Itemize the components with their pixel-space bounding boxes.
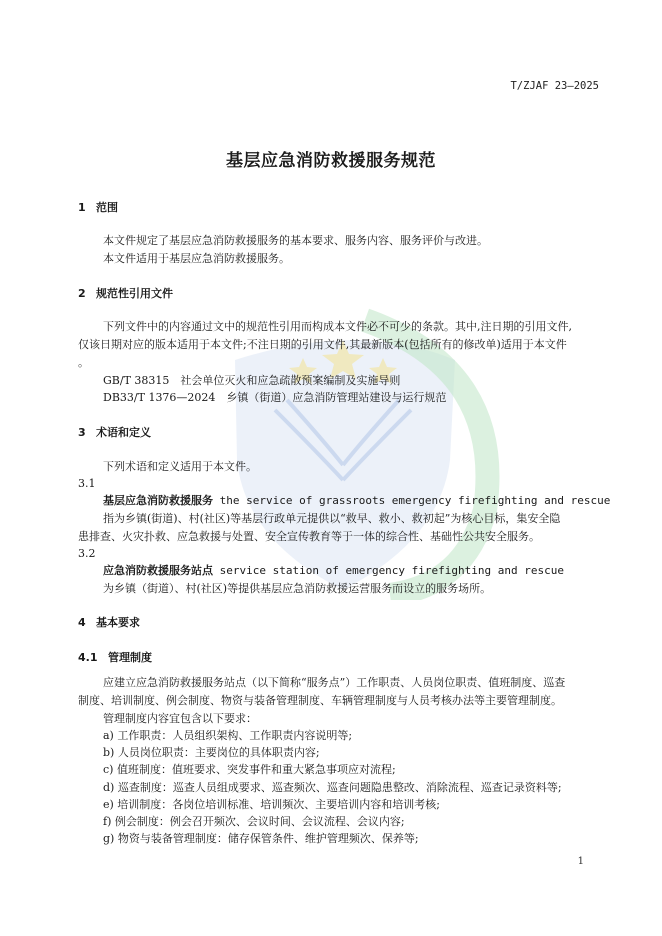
reference-item: GB/T 38315 社会单位灭火和应急疏散预案编制及实施导则 xyxy=(103,374,401,387)
term-number: 3.1 xyxy=(78,477,96,490)
term-definition: 患排查、火灾扑救、应急救援与处置、安全宣传教育等于一体的综合性、基础性公共安全服务。 xyxy=(78,530,540,543)
paragraph-line: 下列文件中的内容通过文中的规范性引用而构成本文件必不可少的条款。其中,注日期的引用文件, xyxy=(103,320,572,333)
subsection-title: 管理制度 xyxy=(108,651,152,664)
list-item: f) 例会制度：例会召开频次、会议时间、会议流程、会议内容; xyxy=(103,815,405,828)
term-definition: 指为乡镇(街道)、村(社区)等基层行政单元提供以“救早、救小、救初起”为核心目标，集安全隐 xyxy=(103,512,561,525)
section-number: 2 xyxy=(78,287,86,300)
document-title: 基层应急消防救援服务规范 xyxy=(226,151,436,171)
paragraph-line: 应建立应急消防救援服务站点（以下简称“服务点”）工作职责、人员岗位职责、值班制度、巡查 xyxy=(103,676,566,689)
list-item: a) 工作职责：人员组织架构、工作职责内容说明等; xyxy=(103,729,353,742)
list-item: b) 人员岗位职责：主要岗位的具体职责内容; xyxy=(103,746,320,759)
section-4-heading xyxy=(78,616,140,630)
list-item: e) 培训制度：各岗位培训标准、培训频次、主要培训内容和培训考核; xyxy=(103,798,441,811)
paragraph-line: 制度、培训制度、例会制度、物资与装备管理制度、车辆管理制度与人员考核办法等主要管理制度。 xyxy=(78,694,562,707)
section-number: 4 xyxy=(78,616,86,629)
term-number: 3.2 xyxy=(78,547,96,560)
section-number: 1 xyxy=(78,201,86,214)
paragraph-line: 仅该日期对应的版本适用于本文件;不注日期的引用文件,其最新版本(包括所有的修改单)适用于本文件 xyxy=(78,338,567,351)
paragraph: 本文件适用于基层应急消防救援服务。 xyxy=(103,252,290,265)
section-title: 术语和定义 xyxy=(96,426,151,439)
subsection-4-1-heading xyxy=(78,651,152,665)
term-english: the service of grassroots emergency firefighting and rescue xyxy=(213,494,611,507)
section-title: 规范性引用文件 xyxy=(96,287,173,300)
document-id: T/ZJAF 23—2025 xyxy=(510,80,599,92)
paragraph: 下列术语和定义适用于本文件。 xyxy=(103,460,257,473)
section-title: 基本要求 xyxy=(96,616,140,629)
term-name: 基层应急消防救援服务 xyxy=(103,494,213,507)
paragraph-line: 。 xyxy=(78,356,89,369)
section-1-heading xyxy=(78,201,118,215)
list-item: d) 巡查制度：巡查人员组成要求、巡查频次、巡查问题隐患整改、消除流程、巡查记录资料等; xyxy=(103,781,562,794)
list-item: g) 物资与装备管理制度：储存保管条件、维护管理频次、保养等; xyxy=(103,832,419,845)
reference-item: DB33/T 1376—2024 乡镇（街道）应急消防管理站建设与运行规范 xyxy=(103,391,447,404)
term-definition: 为乡镇（街道）、村(社区)等提供基层应急消防救援运营服务而设立的服务场所。 xyxy=(103,582,492,595)
term-heading xyxy=(103,564,564,578)
page-number: 1 xyxy=(577,856,584,867)
paragraph: 管理制度内容宜包含以下要求： xyxy=(103,712,257,725)
section-2-heading xyxy=(78,287,173,301)
term-english: service station of emergency firefighting and rescue xyxy=(213,564,564,577)
section-number: 3 xyxy=(78,426,86,439)
subsection-number: 4.1 xyxy=(78,651,98,664)
term-heading xyxy=(103,494,610,508)
paragraph: 本文件规定了基层应急消防救援服务的基本要求、服务内容、服务评价与改进。 xyxy=(103,234,488,247)
section-title: 范围 xyxy=(96,201,118,214)
list-item: c) 值班制度：值班要求、突发事件和重大紧急事项应对流程; xyxy=(103,763,396,776)
term-name: 应急消防救援服务站点 xyxy=(103,564,213,577)
section-3-heading xyxy=(78,426,151,440)
